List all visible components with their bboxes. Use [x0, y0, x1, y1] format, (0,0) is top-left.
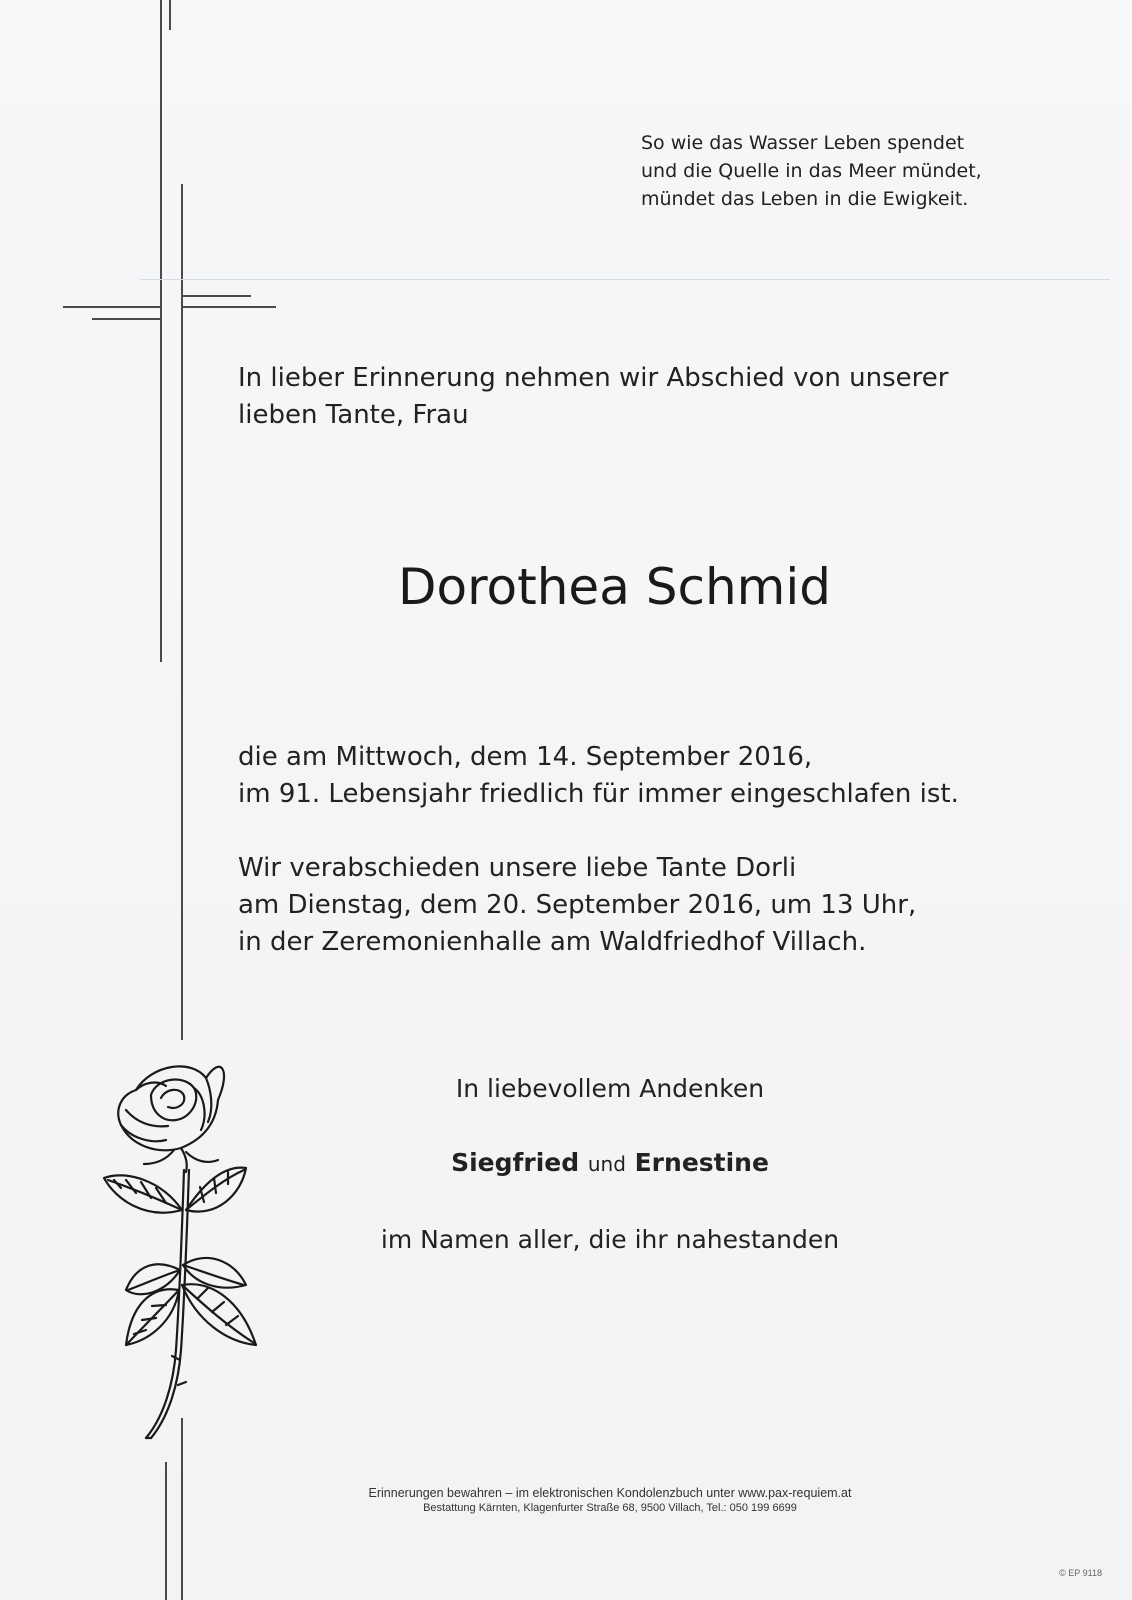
- farewell-line: Wir verabschieden unsere liebe Tante Dorli: [238, 853, 797, 883]
- intro-line: lieben Tante, Frau: [238, 400, 469, 430]
- poem: [641, 129, 982, 213]
- form-code: © EP 9118: [1059, 1568, 1102, 1578]
- intro-text: [238, 360, 948, 434]
- farewell-line: am Dienstag, dem 20. September 2016, um 13 Uhr,: [238, 890, 917, 920]
- mourner-connector: und: [587, 1152, 626, 1176]
- mourners: [380, 1148, 840, 1177]
- death-notice: [238, 739, 959, 813]
- deceased-name: Dorothea Schmid: [398, 558, 831, 616]
- death-line: die am Mittwoch, dem 14. September 2016,: [238, 742, 813, 772]
- mourner-second: Ernestine: [634, 1148, 769, 1177]
- poem-line: So wie das Wasser Leben spendet: [641, 132, 965, 154]
- remembrance-text: In liebevollem Andenken: [455, 1074, 765, 1103]
- intro-line: In lieber Erinnerung nehmen wir Abschied von unserer: [238, 363, 949, 393]
- rose-icon: [96, 1060, 276, 1445]
- poem-line: mündet das Leben in die Ewigkeit.: [641, 188, 969, 210]
- farewell-line: in der Zeremonienhalle am Waldfriedhof Villach.: [238, 927, 867, 957]
- footer-condolence-line: Erinnerungen bewahren – im elektronischen Kondolenzbuch unter www.pax-requiem.at: [368, 1486, 852, 1500]
- poem-line: und die Quelle in das Meer mündet,: [641, 160, 982, 182]
- mourner-first: Siegfried: [451, 1148, 580, 1177]
- footer: [340, 1485, 880, 1516]
- death-line: im 91. Lebensjahr friedlich für immer eingeschlafen ist.: [238, 779, 959, 809]
- farewell-notice: [238, 850, 916, 961]
- footer-address-line: Bestattung Kärnten, Klagenfurter Straße 68, 9500 Villach, Tel.: 050 199 6699: [423, 1502, 797, 1514]
- on-behalf-text: im Namen aller, die ihr nahestanden: [380, 1225, 840, 1254]
